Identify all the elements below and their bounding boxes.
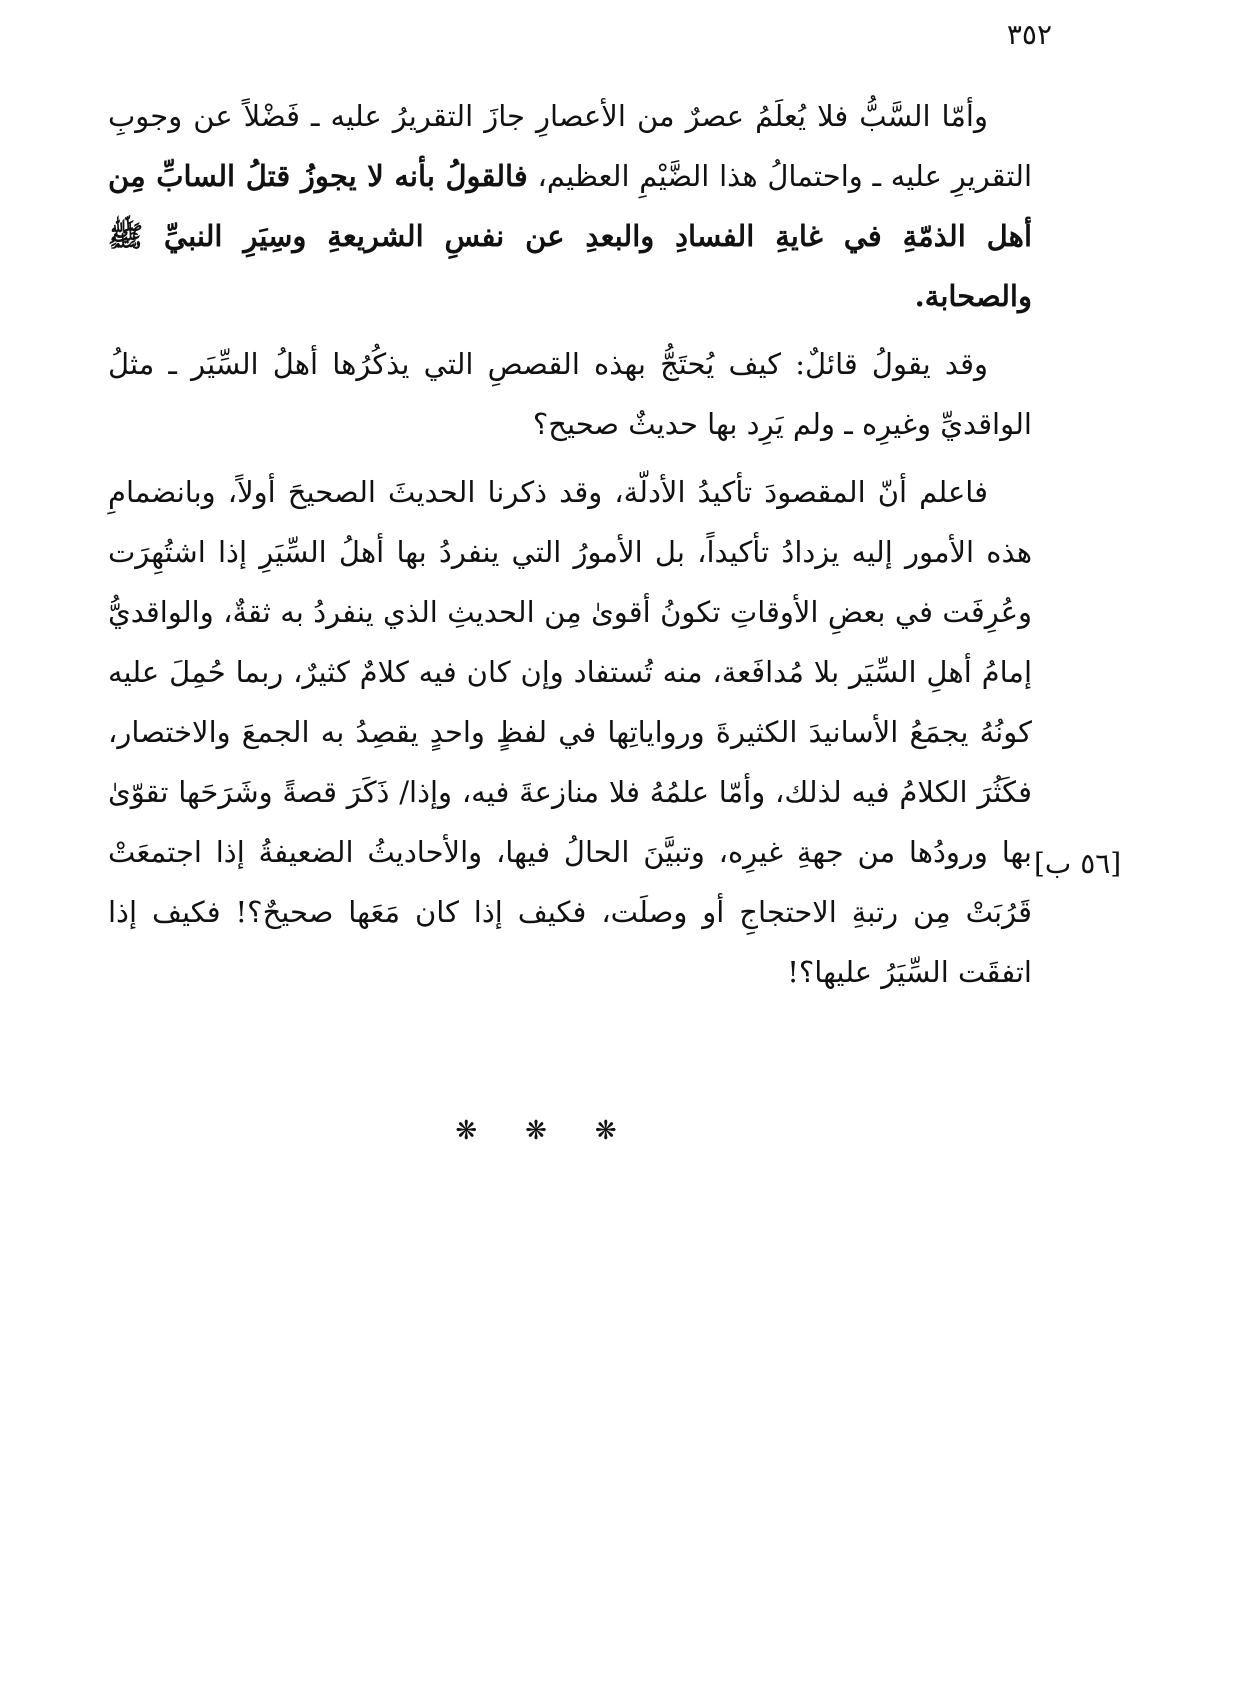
paragraph-1-bold-text: فالقولُ بأنه لا يجوزُ قتلُ السابِّ مِن أهل الذمّةِ في غايةِ الفسادِ والبعدِ عن نفسِ الشريعةِ وسِيَرِ النبيِّ ﷺ والصحابة. — [108, 159, 1032, 313]
body-text — [108, 86, 1032, 1010]
paragraph-3: فاعلم أنّ المقصودَ تأكيدُ الأدلّة، وقد ذكرنا الحديثَ الصحيحَ أولاً، وبانضمامِ هذه الأمور إليه يزدادُ تأكيداً، بل الأمورُ التي ينفردُ بها أهلُ السِّيَرِ إذا اشتُهِرَت وعُرِفَت في بعضِ الأوقاتِ تكونُ أقوىٰ مِن الحديثِ الذي ينفردُ به ثقةٌ، والواقديُّ إمامُ أهلِ السِّيَر بلا مُدافَعة، منه تُستفاد وإن كان فيه كلامٌ كثيرٌ، ربما حُمِلَ عليه كونُهُ يجمَعُ الأسانيدَ الكثيرةَ ورواياتِها في لفظٍ واحدٍ يقصِدُ به الجمعَ والاختصار، فكَثُرَ الكلامُ فيه لذلك، وأمّا علمُهُ فلا منازعةَ فيه، وإذا/ ذَكَرَ قصةً وشَرَحَها تقوّىٰ بها ورودُها من جهةِ غيرِه، وتبيَّنَ الحالُ فيها، والأحاديثُ الضعيفةُ إذا اجتمعَتْ قَرُبَتْ مِن رتبةِ الاحتجاجِ أو وصلَت، فكيف إذا كان مَعَها صحيحٌ؟! فكيف إذا اتفقَت السِّيَرُ عليها؟! — [108, 475, 1032, 989]
paragraph-1 — [108, 86, 1032, 326]
manuscript-folio-marker: [٥٦ ب] — [1034, 847, 1122, 880]
page-number: ٣٥٢ — [1006, 18, 1052, 51]
section-separator-ornament: ❋❋❋ — [455, 1116, 665, 1146]
paragraph-2: وقد يقولُ قائلٌ: كيف يُحتَجُّ بهذه القصصِ التي يذكُرُها أهلُ السِّيَر ـ مثلُ الواقديِّ وغيرِه ـ ولم يَرِد بها حديثٌ صحيح؟ — [108, 347, 1032, 441]
paragraph-1-text: وأمّا السَّبُّ فلا يُعلَمُ عصرٌ من الأعصارِ جازَ التقريرُ عليه ـ فَضْلاً عن وجوبِ التقريرِ عليه ـ واحتمالُ هذا الضَّيْمِ العظيم، — [108, 99, 1032, 193]
